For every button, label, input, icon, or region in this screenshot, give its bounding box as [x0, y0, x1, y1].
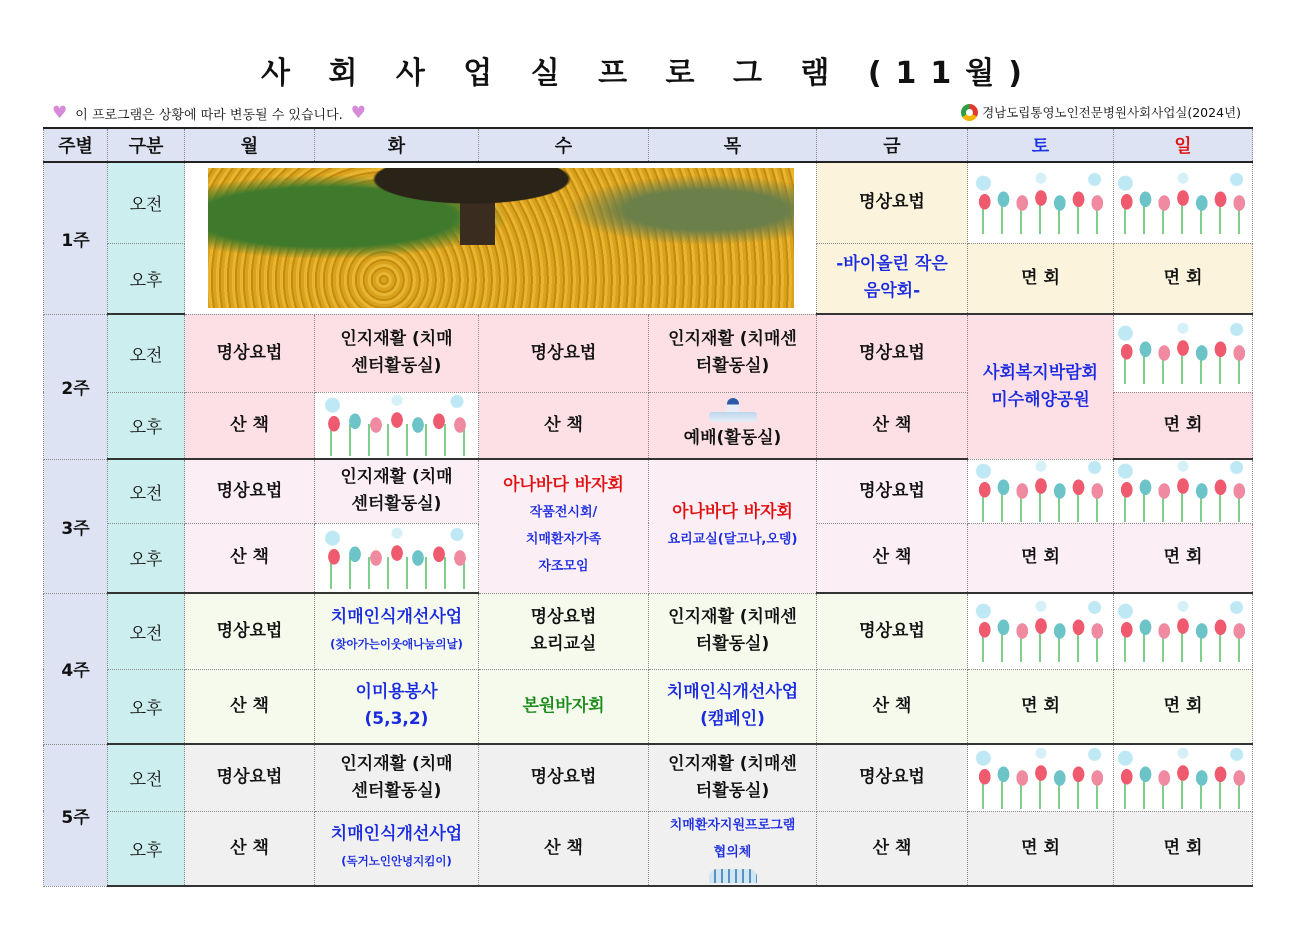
page-title: 사 회 사 업 실 프 로 그 램 (11월) — [261, 56, 1036, 91]
w2-thu-am: 인지재활 (치매센터활동실) — [649, 314, 817, 392]
w5-thu-pm-sub: 협의체 — [713, 844, 752, 860]
w3-thu-event — [649, 459, 817, 593]
w1-sat-pm: 면 회 — [968, 243, 1114, 314]
slot-pm: 오후 — [108, 669, 185, 744]
notice-text: 이 프로그램은 상황에 따라 변동될 수 있습니다. — [75, 107, 343, 123]
w5-wed-am: 명상요법 — [479, 744, 649, 811]
w5-tue-pm-sub: (독거노인안녕지킴이) — [341, 854, 452, 869]
week-label: 4주 — [44, 593, 108, 744]
week-label: 3주 — [44, 459, 108, 593]
header-sat: 토 — [968, 128, 1114, 162]
w3-sat-pm: 면 회 — [968, 523, 1114, 593]
heart-icon: ♥ — [52, 103, 68, 123]
w3-wed-line3: 자조모임 — [538, 559, 589, 575]
w3-wed-event — [479, 459, 649, 593]
w5-mon-pm: 산 책 — [185, 811, 315, 886]
w4-wed-am: 명상요법 요리교실 — [479, 593, 649, 669]
w4-thu-pm — [649, 669, 817, 744]
w3-fri-am: 명상요법 — [817, 459, 968, 523]
w4-fri-am: 명상요법 — [817, 593, 968, 669]
w4-sun-pm: 면 회 — [1114, 669, 1253, 744]
flower-illustration — [974, 460, 1108, 522]
w5-thu-pm-title: 치매환자지원프로그램 — [669, 817, 796, 833]
week-label: 1주 — [44, 162, 108, 314]
organization — [961, 103, 1241, 121]
w5-sun-pm: 면 회 — [1114, 811, 1253, 886]
w3-wed-line2: 치매환자가족 — [525, 532, 602, 548]
w5-sun-am — [1114, 744, 1253, 811]
w5-fri-pm: 산 책 — [817, 811, 968, 886]
flower-illustration — [974, 747, 1108, 809]
slot-am: 오전 — [108, 314, 185, 392]
flower-illustration — [974, 600, 1108, 662]
w2-fri-pm: 산 책 — [817, 392, 968, 459]
w5-tue-pm-title: 치매인식개선사업 — [330, 824, 463, 845]
w4-fri-pm: 산 책 — [817, 669, 968, 744]
week4-am-row — [44, 593, 1253, 669]
slot-am: 오전 — [108, 459, 185, 523]
w4-thu-am: 인지재활 (치매센터활동실) — [649, 593, 817, 669]
slot-am: 오전 — [108, 593, 185, 669]
flower-illustration — [1116, 460, 1250, 522]
header-thu: 목 — [649, 128, 817, 162]
w4-tue-am — [315, 593, 479, 669]
flower-illustration — [322, 394, 472, 456]
w5-thu-am: 인지재활 (치매센터활동실) — [649, 744, 817, 811]
w1-sat-am — [968, 162, 1114, 243]
heart-icon: ♥ — [350, 103, 367, 123]
flower-illustration — [1116, 747, 1250, 809]
week1-am-row — [44, 162, 1253, 243]
w1-fri-am: 명상요법 — [817, 162, 968, 243]
w1-sun-pm: 면 회 — [1114, 243, 1253, 314]
header-wed: 수 — [479, 128, 649, 162]
flower-illustration — [322, 527, 472, 589]
header-row — [44, 128, 1253, 162]
schedule-table — [43, 127, 1253, 887]
autumn-tree-image — [208, 168, 794, 308]
w4-sat-am — [968, 593, 1114, 669]
w3-sun-pm: 면 회 — [1114, 523, 1253, 593]
w2-wed-pm: 산 책 — [479, 392, 649, 459]
flower-illustration — [1116, 322, 1250, 384]
w4-tue-pm-sub: (5,3,2) — [364, 709, 429, 730]
w3-sat-am — [968, 459, 1114, 523]
w5-tue-pm — [315, 811, 479, 886]
slot-pm: 오후 — [108, 523, 185, 593]
w5-sat-am — [968, 744, 1114, 811]
slot-pm: 오후 — [108, 811, 185, 886]
w2-sun-pm: 면 회 — [1114, 392, 1253, 459]
slot-am: 오전 — [108, 162, 185, 243]
logo-icon — [961, 104, 978, 121]
w3-wed-line1: 작품전시회/ — [529, 505, 598, 521]
slot-pm: 오후 — [108, 243, 185, 314]
flower-illustration — [1116, 600, 1250, 662]
w5-fri-am: 명상요법 — [817, 744, 968, 811]
w4-wed-pm: 본원바자회 — [479, 669, 649, 744]
w2-tue-am: 인지재활 (치매센터활동실) — [315, 314, 479, 392]
w2-sat-line1: 사회복지박람회 — [983, 362, 1098, 383]
w5-sat-pm: 면 회 — [968, 811, 1114, 886]
week4-pm-row — [44, 669, 1253, 744]
autumn-photo-cell — [185, 162, 817, 314]
w1-fri-pm: -바이올린 작은음악회- — [817, 243, 968, 314]
building-icon — [703, 867, 763, 885]
church-icon — [703, 398, 763, 424]
w1-sun-am — [1114, 162, 1253, 243]
week5-am-row — [44, 744, 1253, 811]
w2-sat-line2: 미수해양공원 — [991, 389, 1090, 410]
week2-am-row — [44, 314, 1253, 392]
w3-tue-am: 인지재활 (치매센터활동실) — [315, 459, 479, 523]
w4-mon-am: 명상요법 — [185, 593, 315, 669]
w2-wed-am: 명상요법 — [479, 314, 649, 392]
w3-sun-am — [1114, 459, 1253, 523]
w2-mon-am: 명상요법 — [185, 314, 315, 392]
w5-thu-pm — [649, 811, 817, 886]
header-tue: 화 — [315, 128, 479, 162]
w2-sat-event — [968, 314, 1114, 459]
week-label: 5주 — [44, 744, 108, 886]
flower-illustration — [974, 172, 1108, 234]
header-slot: 구분 — [108, 128, 185, 162]
w3-mon-am: 명상요법 — [185, 459, 315, 523]
w5-mon-am: 명상요법 — [185, 744, 315, 811]
header-week: 주별 — [44, 128, 108, 162]
w3-mon-pm: 산 책 — [185, 523, 315, 593]
header-mon: 월 — [185, 128, 315, 162]
w2-fri-am: 명상요법 — [817, 314, 968, 392]
w3-thu-title: 아나바다 바자회 — [672, 502, 793, 523]
w4-thu-pm-sub: (캠페인) — [700, 709, 765, 730]
w4-tue-am-sub: (찾아가는이웃애나눔의날) — [330, 637, 463, 652]
w3-thu-sub: 요리교실(달고나,오뎅) — [667, 532, 798, 548]
w4-tue-am-title: 치매인식개선사업 — [330, 607, 463, 628]
notice — [52, 103, 366, 123]
week-label: 2주 — [44, 314, 108, 459]
header-sun: 일 — [1114, 128, 1253, 162]
organization-name: 경남도립통영노인전문병원사회사업실(2024년) — [982, 105, 1241, 120]
w4-thu-pm-title: 치매인식개선사업 — [666, 682, 799, 703]
w5-wed-pm: 산 책 — [479, 811, 649, 886]
w2-thu-pm-text: 예배(활동실) — [683, 428, 782, 449]
w5-tue-am: 인지재활 (치매센터활동실) — [315, 744, 479, 811]
w2-mon-pm: 산 책 — [185, 392, 315, 459]
w4-tue-pm-title: 이미용봉사 — [355, 682, 438, 703]
slot-am: 오전 — [108, 744, 185, 811]
w2-tue-pm — [315, 392, 479, 459]
w3-tue-pm — [315, 523, 479, 593]
slot-pm: 오후 — [108, 392, 185, 459]
flower-illustration — [1116, 172, 1250, 234]
w2-sun-am — [1114, 314, 1253, 392]
week5-pm-row — [44, 811, 1253, 886]
w4-mon-pm: 산 책 — [185, 669, 315, 744]
week3-am-row — [44, 459, 1253, 523]
w3-fri-pm: 산 책 — [817, 523, 968, 593]
w4-sun-am — [1114, 593, 1253, 669]
header-fri: 금 — [817, 128, 968, 162]
w2-thu-pm — [649, 392, 817, 459]
w4-sat-pm: 면 회 — [968, 669, 1114, 744]
w3-wed-title: 아나바다 바자회 — [503, 475, 624, 496]
w4-tue-pm — [315, 669, 479, 744]
